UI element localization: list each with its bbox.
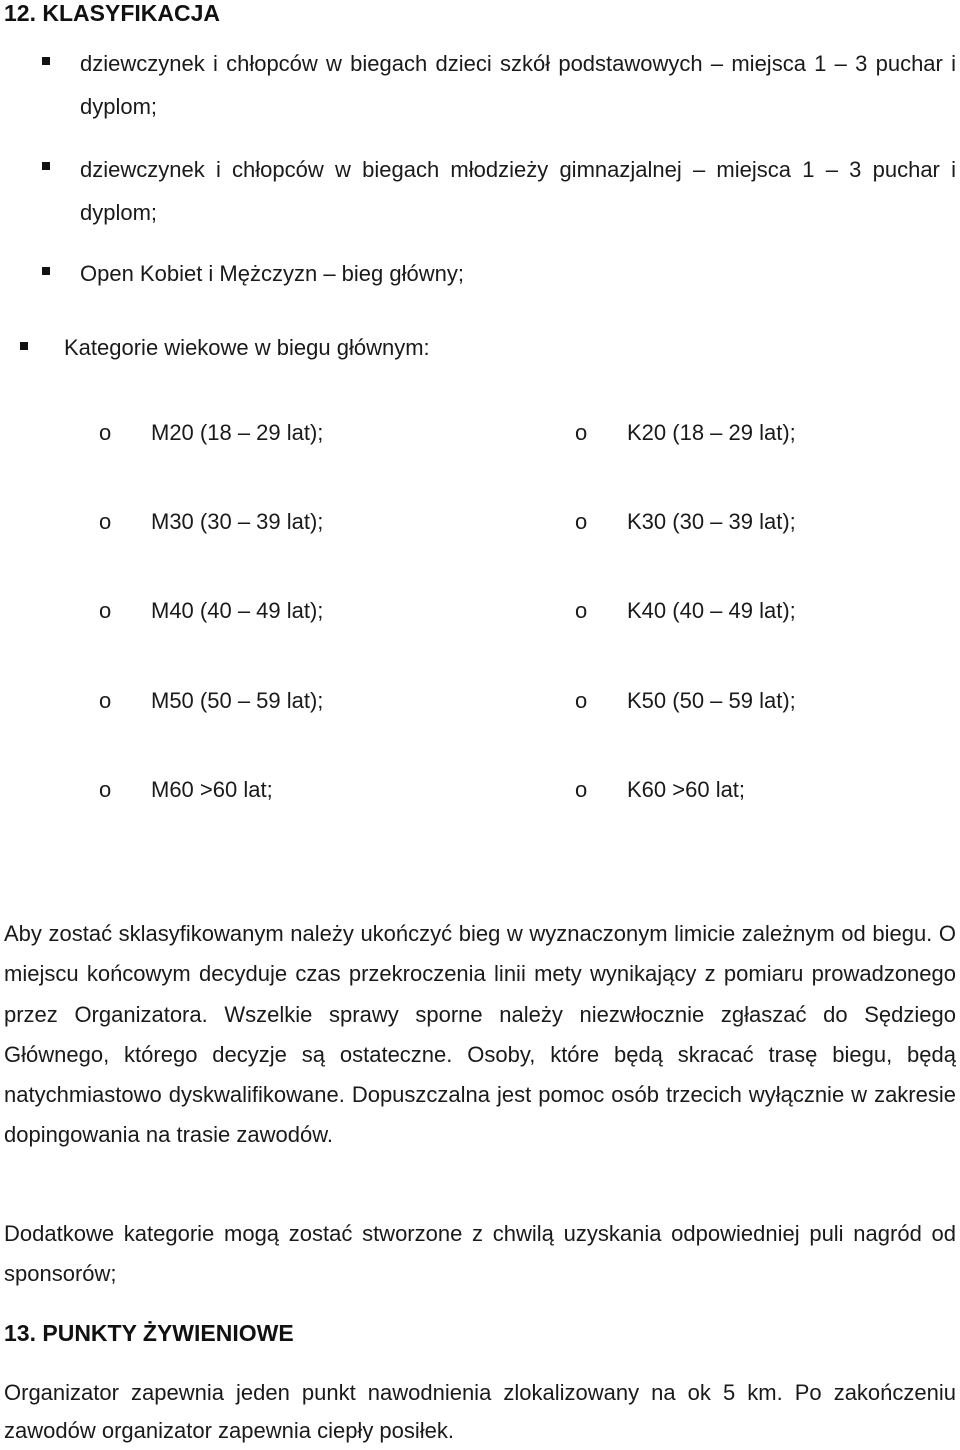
category-m40: M40 (40 – 49 lat); bbox=[151, 598, 324, 623]
refreshment-points-paragraph: Organizator zapewnia jeden punkt nawodnienia zlokalizowany na ok 5 km. Po zakończeniu zawodów organizator zapewnia ciepły posiłek. bbox=[4, 1380, 956, 1443]
category-k50: K50 (50 – 59 lat); bbox=[627, 688, 796, 713]
square-bullet-icon bbox=[42, 267, 50, 275]
circle-bullet-icon: o bbox=[99, 420, 112, 445]
section-13-heading: 13. PUNKTY ŻYWIENIOWE bbox=[4, 1320, 294, 1346]
additional-categories-paragraph: Dodatkowe kategorie mogą zostać stworzone z chwilą uzyskania odpowiedniej puli nagród od sponsorów; bbox=[4, 1221, 956, 1286]
bullet-open-category: Open Kobiet i Mężczyzn – bieg główny; bbox=[80, 261, 464, 286]
circle-bullet-icon: o bbox=[575, 420, 588, 445]
circle-bullet-icon: o bbox=[575, 598, 588, 623]
circle-bullet-icon: o bbox=[99, 688, 112, 713]
circle-bullet-icon: o bbox=[575, 777, 588, 802]
section-12-heading: 12. KLASYFIKACJA bbox=[4, 0, 220, 26]
bullet-primary-schools: dziewczynek i chłopców w biegach dzieci szkół podstawowych – miejsca 1 – 3 puchar i dyplom; bbox=[80, 51, 956, 119]
circle-bullet-icon: o bbox=[99, 509, 112, 534]
category-m20: M20 (18 – 29 lat); bbox=[151, 420, 324, 445]
circle-bullet-icon: o bbox=[575, 509, 588, 534]
circle-bullet-icon: o bbox=[575, 688, 588, 713]
category-m50: M50 (50 – 59 lat); bbox=[151, 688, 324, 713]
circle-bullet-icon: o bbox=[99, 777, 112, 802]
square-bullet-icon bbox=[20, 342, 28, 350]
category-m30: M30 (30 – 39 lat); bbox=[151, 509, 324, 534]
category-k20: K20 (18 – 29 lat); bbox=[627, 420, 796, 445]
bullet-middle-schools: dziewczynek i chłopców w biegach młodzieży gimnazjalnej – miejsca 1 – 3 puchar i dyplom; bbox=[80, 157, 956, 225]
bullet-age-categories: Kategorie wiekowe w biegu głównym: bbox=[64, 335, 430, 360]
category-k60: K60 >60 lat; bbox=[627, 777, 746, 802]
circle-bullet-icon: o bbox=[99, 598, 112, 623]
classification-rules-paragraph: Aby zostać sklasyfikowanym należy ukończyć bieg w wyznaczonym limicie zależnym od biegu. O miejscu końcowym decyduje czas przekroczenia linii mety wynikający z pomiaru prowadzonego przez Organizatora. Wszelkie sprawy sporne należy niezwłocznie zgłaszać do Sędziego Głównego, którego decyzje są ostateczne. Osoby, które będą skracać trasę biegu, będą natychmiastowo dyskwalifikowane. Dopuszczalna jest pomoc osób trzecich wyłącznie w zakresie dopingowania na trasie zawodów. bbox=[4, 921, 956, 1148]
category-m60: M60 >60 lat; bbox=[151, 777, 273, 802]
square-bullet-icon bbox=[42, 162, 50, 170]
category-k30: K30 (30 – 39 lat); bbox=[627, 509, 796, 534]
square-bullet-icon bbox=[42, 57, 50, 65]
category-k40: K40 (40 – 49 lat); bbox=[627, 598, 796, 623]
